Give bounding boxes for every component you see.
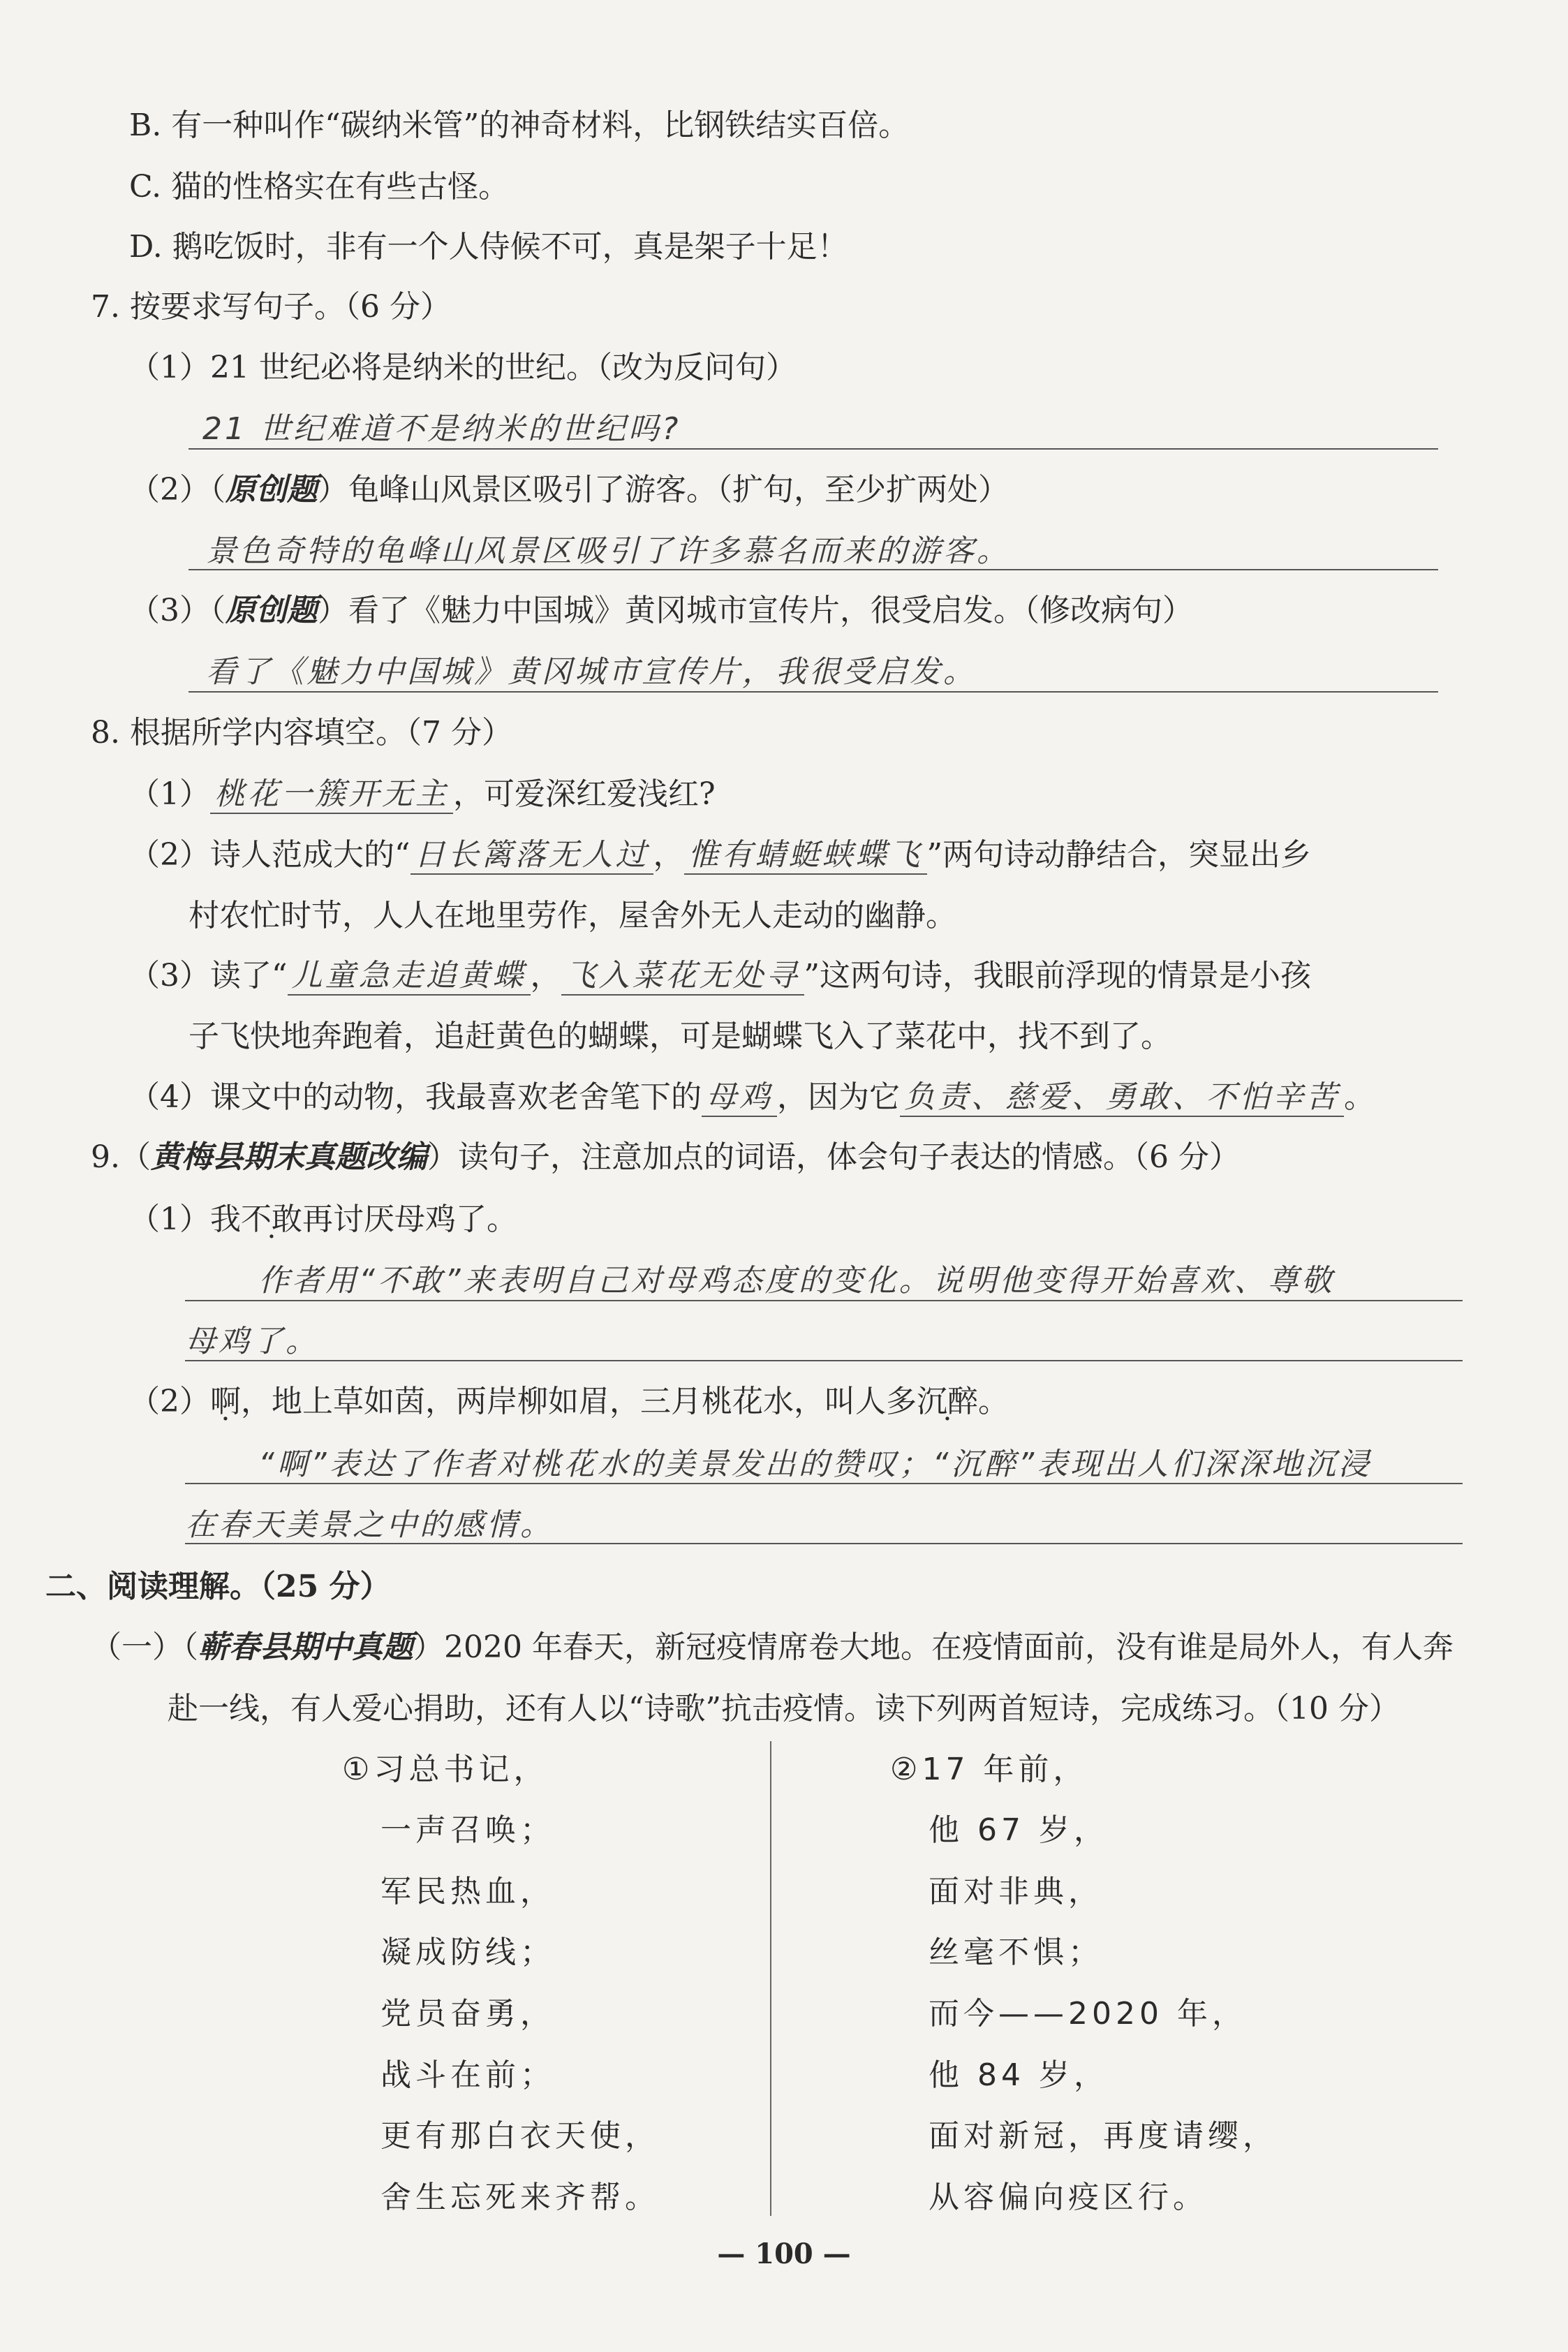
poem2-line: 他 67 岁， — [929, 1812, 1109, 1848]
fill-blank: 惟有蜻蜓蛱蝶飞 — [684, 837, 927, 875]
q7-s1-answer: 21 世纪难道不是纳米的世纪吗? — [202, 411, 681, 447]
q9-s2: （2）啊，地上草如茵，两岸柳如眉，三月桃花水，叫人多沉醉。 — [129, 1384, 1009, 1419]
q8-title: 8. 根据所学内容填空。（7 分） — [91, 715, 512, 750]
dotted-word: 啊 — [210, 1384, 241, 1419]
answer-line — [188, 569, 1438, 570]
q9-s1-answer-line1: 作者用“不敢”来表明自己对母鸡态度的变化。说明他变得开始喜欢、尊敬 — [258, 1263, 1335, 1299]
q9-s1: （1）我不敢再讨厌母鸡了。 — [129, 1201, 517, 1237]
fill-blank: 儿童急走追黄蝶 — [288, 958, 531, 996]
poem1-line: 舍生忘死来齐帮。 — [380, 2180, 660, 2215]
q8-s4: （4）课文中的动物，我最喜欢老舍笔下的 母鸡 ，因为它 负责、慈爱、勇敢、不怕辛苦 。 — [129, 1077, 1375, 1118]
fill-blank: 日长篱落无人过 — [411, 837, 653, 875]
answer-line — [185, 1483, 1463, 1484]
poem2-line: 面对非典， — [929, 1874, 1103, 1909]
poem2-line: ②17 年前， — [890, 1752, 1088, 1787]
poem2-line: 从容偏向疫区行。 — [929, 2180, 1208, 2215]
poem2-line: 面对新冠，再度请缨， — [929, 2118, 1278, 2154]
poem1-line: 凝成防线； — [380, 1935, 555, 1970]
q8-s3-line2: 子飞快地奔跑着，追赶黄色的蝴蝶，可是蝴蝶飞入了菜花中，找不到了。 — [188, 1019, 1171, 1054]
answer-line — [188, 448, 1438, 450]
q8-s2-line2: 村农忙时节，人人在地里劳作，屋舍外无人走动的幽静。 — [188, 898, 956, 933]
section2-intro: （一）（蕲春县期中真题）2020 年春天，新冠疫情席卷大地。在疫情面前，没有谁是局外人，有人奔 — [91, 1629, 1454, 1665]
poem2-line: 他 84 岁， — [929, 2057, 1109, 2093]
answer-line — [185, 1543, 1463, 1544]
dotted-word: 不敢 — [241, 1201, 302, 1237]
q9-title: 9.（黄梅县期末真题改编）读句子，注意加点的词语，体会句子表达的情感。（6 分） — [91, 1139, 1240, 1175]
answer-line — [188, 691, 1438, 693]
q8-s1: （1） 桃花一簇开无主 ，可爱深红爱浅红? — [129, 774, 716, 815]
poem1-line: 一声召唤； — [380, 1812, 555, 1848]
q7-s2-answer: 景色奇特的龟峰山风景区吸引了许多慕名而来的游客。 — [206, 533, 1010, 569]
answer-line — [185, 1360, 1463, 1361]
section2-title: 二、阅读理解。（25 分） — [45, 1569, 391, 1604]
dotted-word: 沉醉 — [917, 1384, 978, 1419]
fill-blank: 桃花一簇开无主 — [210, 776, 453, 814]
source-label: 原创题 — [225, 593, 318, 628]
q7-s3-prompt: （3）（原创题）看了《魅力中国城》黄冈城市宣传片，很受启发。（修改病句） — [129, 593, 1193, 628]
poem-divider — [770, 1741, 771, 2216]
fill-blank: 母鸡 — [702, 1079, 777, 1117]
q7-s3-answer: 看了《魅力中国城》黄冈城市宣传片，我很受启发。 — [206, 654, 977, 690]
section2-intro-line2: 赴一线，有人爱心捐助，还有人以“诗歌”抗击疫情。读下列两首短诗，完成练习。（10 分） — [168, 1691, 1400, 1726]
source-label: 原创题 — [225, 472, 318, 508]
poem1-line: 战斗在前； — [380, 2057, 555, 2093]
q9-s2-answer-line2: 在春天美景之中的感情。 — [185, 1507, 554, 1543]
source-label: 蕲春县期中真题 — [198, 1629, 413, 1665]
fill-blank: 负责、慈爱、勇敢、不怕辛苦 — [900, 1079, 1344, 1117]
option-d: D. 鹅吃饭时，非有一个人侍候不可，真是架子十足！ — [129, 229, 848, 265]
poem1-line: ①习总书记， — [342, 1752, 549, 1787]
poem1-line: 党员奋勇， — [380, 1996, 555, 2032]
page-number: — 100 — — [717, 2238, 851, 2270]
q7-s2-prompt: （2）（原创题）龟峰山风景区吸引了游客。（扩句，至少扩两处） — [129, 472, 1009, 508]
answer-line — [185, 1300, 1463, 1301]
source-label: 黄梅县期末真题改编 — [150, 1139, 427, 1175]
poem1-line: 更有那白衣天使， — [380, 2118, 660, 2154]
q8-s3: （3）读了“ 儿童急走追黄蝶 ， 飞入菜花无处寻 ”这两句诗，我眼前浮现的情景是小孩 — [129, 955, 1311, 997]
q8-s2: （2）诗人范成大的“ 日长篱落无人过 ， 惟有蜻蜓蛱蝶飞 ”两句诗动静结合，突显出乡 — [129, 834, 1311, 876]
option-c: C. 猫的性格实在有些古怪。 — [129, 169, 510, 205]
q9-s2-answer-line1: “啊”表达了作者对桃花水的美景发出的赞叹；“沉醉”表现出人们深深地沉浸 — [258, 1447, 1373, 1482]
option-b: B. 有一种叫作“碳纳米管”的神奇材料，比钢铁结实百倍。 — [129, 108, 910, 143]
q7-title: 7. 按要求写句子。（6 分） — [91, 289, 451, 325]
poem2-line: 而今——2020 年， — [929, 1996, 1247, 2032]
q7-s1-prompt: （1）21 世纪必将是纳米的世纪。（改为反问句） — [129, 350, 797, 385]
fill-blank: 飞入菜花无处寻 — [561, 958, 804, 996]
q9-s1-answer-line2: 母鸡了。 — [185, 1324, 319, 1359]
poem1-line: 军民热血， — [380, 1874, 555, 1909]
poem2-line: 丝毫不惧； — [929, 1935, 1103, 1970]
